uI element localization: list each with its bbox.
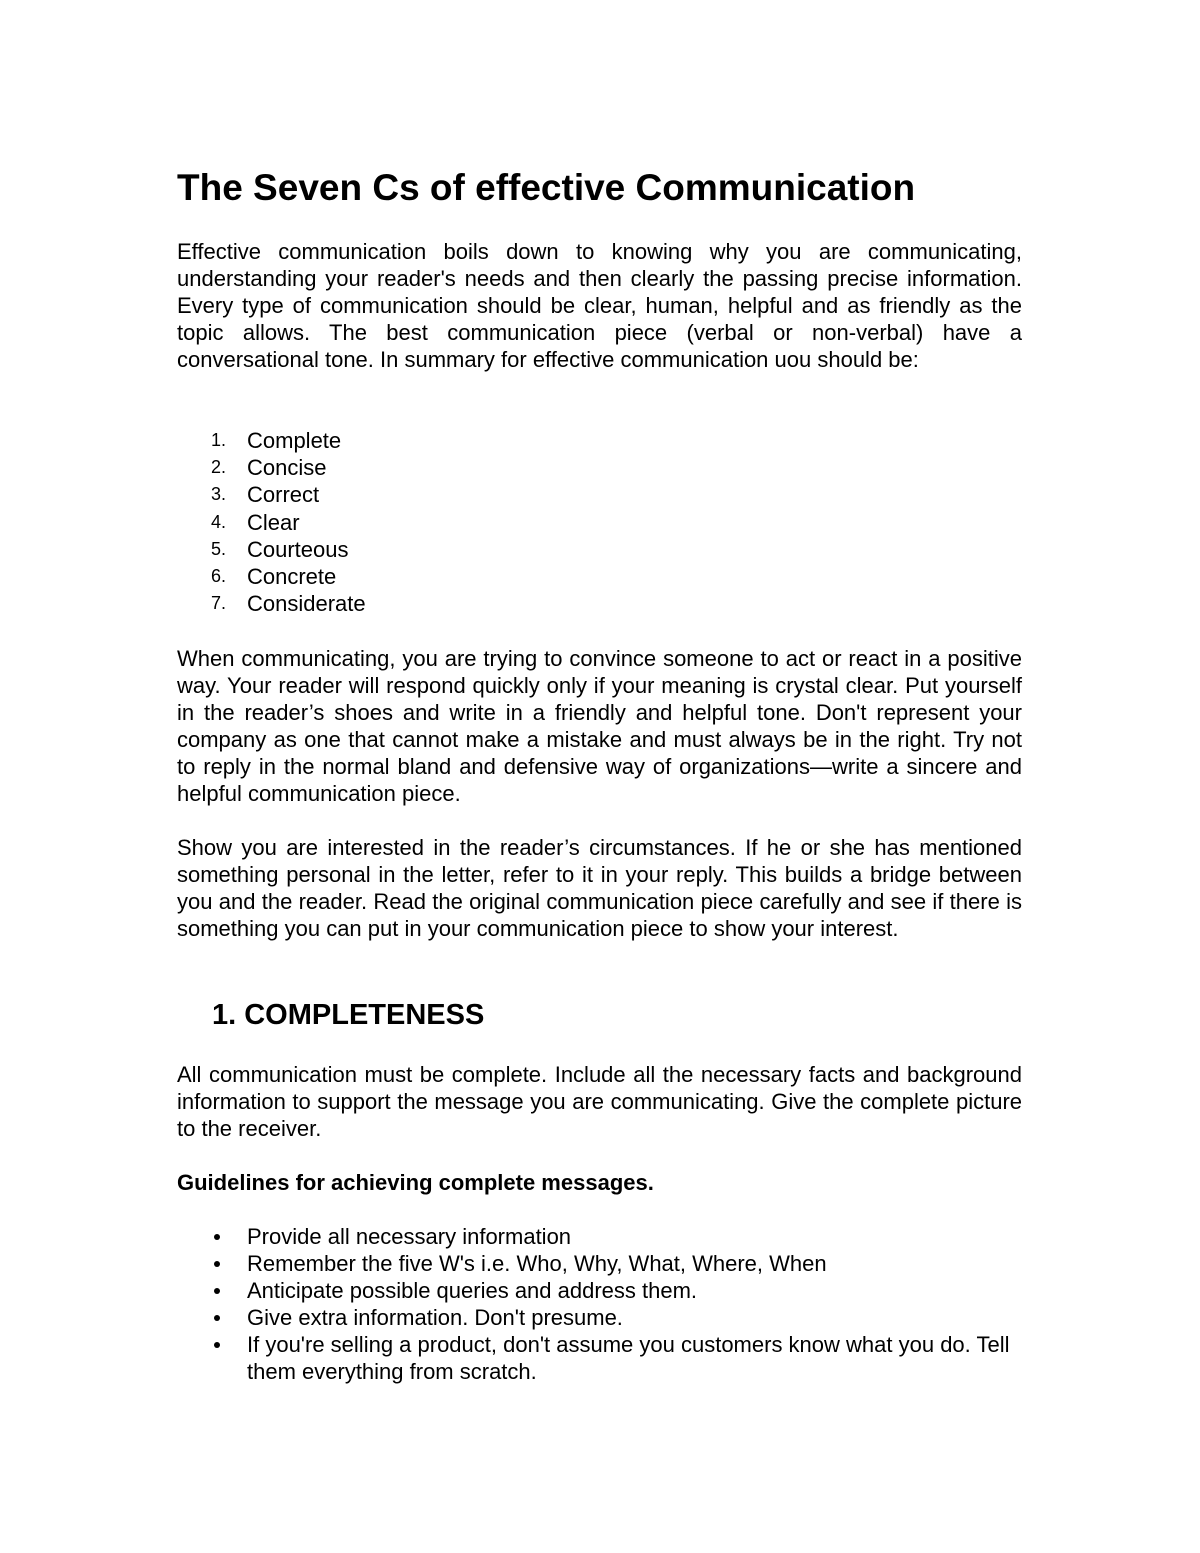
list-item <box>177 536 366 563</box>
list-item-label: Clear <box>247 509 300 535</box>
paragraph-convince: When communicating, you are trying to convince someone to act or react in a positive way. Your reader will respond quickly only if your meaning is crystal clear. Put yourself in the reader’s shoes and write in a friendly and helpful tone. Don't represent your company as one that cannot make a mistake and must always be in the right. Try not to reply in the normal bland and defensive way of organizations—write a sincere and helpful communication piece. <box>177 646 1022 806</box>
guideline-text: If you're selling a product, don't assume you customers know what you do. Tell them everything from scratch. <box>247 1332 1010 1384</box>
list-marker: 3. <box>211 484 227 505</box>
guideline-text: Anticipate possible queries and address them. <box>247 1278 698 1303</box>
list-marker: 6. <box>211 566 227 587</box>
guideline-text: Give extra information. Don't presume. <box>247 1305 623 1330</box>
list-item <box>177 1304 1022 1331</box>
section-heading-completeness: 1. COMPLETENESS <box>212 999 485 1031</box>
bullet-icon <box>214 1234 220 1240</box>
list-item <box>177 1331 1022 1385</box>
paragraph-interest: Show you are interested in the reader’s circumstances. If he or she has mentioned something personal in the letter, refer to it in your reply. This builds a bridge between you and the reader. Read the original communication piece carefully and see if there is something you can put in your communication piece to show your interest. <box>177 835 1022 941</box>
list-item-label: Concrete <box>247 564 337 590</box>
list-item <box>177 1223 1022 1250</box>
list-marker: 4. <box>211 511 227 532</box>
guidelines-list <box>177 1223 1022 1385</box>
document-title: The Seven Cs of effective Communication <box>177 167 916 208</box>
list-item-label: Considerate <box>247 591 366 617</box>
list-item-label: Complete <box>247 428 342 453</box>
list-item <box>177 454 366 481</box>
list-item-label: Correct <box>247 482 320 508</box>
list-item-label: Courteous <box>247 536 349 562</box>
list-marker: 7. <box>211 593 227 614</box>
guidelines-heading: Guidelines for achieving complete messages. <box>177 1170 654 1195</box>
list-item <box>177 563 366 590</box>
list-item-label: Concise <box>247 455 327 481</box>
list-item <box>177 1250 1022 1277</box>
bullet-icon <box>214 1261 220 1267</box>
list-item <box>177 590 366 617</box>
list-item <box>177 1277 1022 1304</box>
intro-paragraph: Effective communication boils down to knowing why you are communicating, understanding your reader's needs and then clearly the passing precise information. Every type of communication should be clear, human, helpful and as friendly as the topic allows. The best communication piece (verbal or non-verbal) have a conversational tone. In summary for effective communication uou should be: <box>177 239 1022 372</box>
bullet-icon <box>214 1288 220 1294</box>
list-marker: 2. <box>211 457 227 478</box>
completeness-paragraph: All communication must be complete. Include all the necessary facts and background information to support the message you are communicating. Give the complete picture to the receiver. <box>177 1062 1022 1141</box>
list-item <box>177 509 366 536</box>
list-marker: 5. <box>211 538 227 559</box>
list-item <box>177 427 366 454</box>
guideline-text: Remember the five W's i.e. Who, Why, What, Where, When <box>247 1251 827 1276</box>
list-marker: 1. <box>211 430 227 450</box>
list-item <box>177 481 366 508</box>
bullet-icon <box>214 1342 220 1348</box>
seven-cs-list <box>177 427 366 617</box>
bullet-icon <box>214 1315 220 1321</box>
guideline-text: Provide all necessary information <box>247 1224 572 1249</box>
